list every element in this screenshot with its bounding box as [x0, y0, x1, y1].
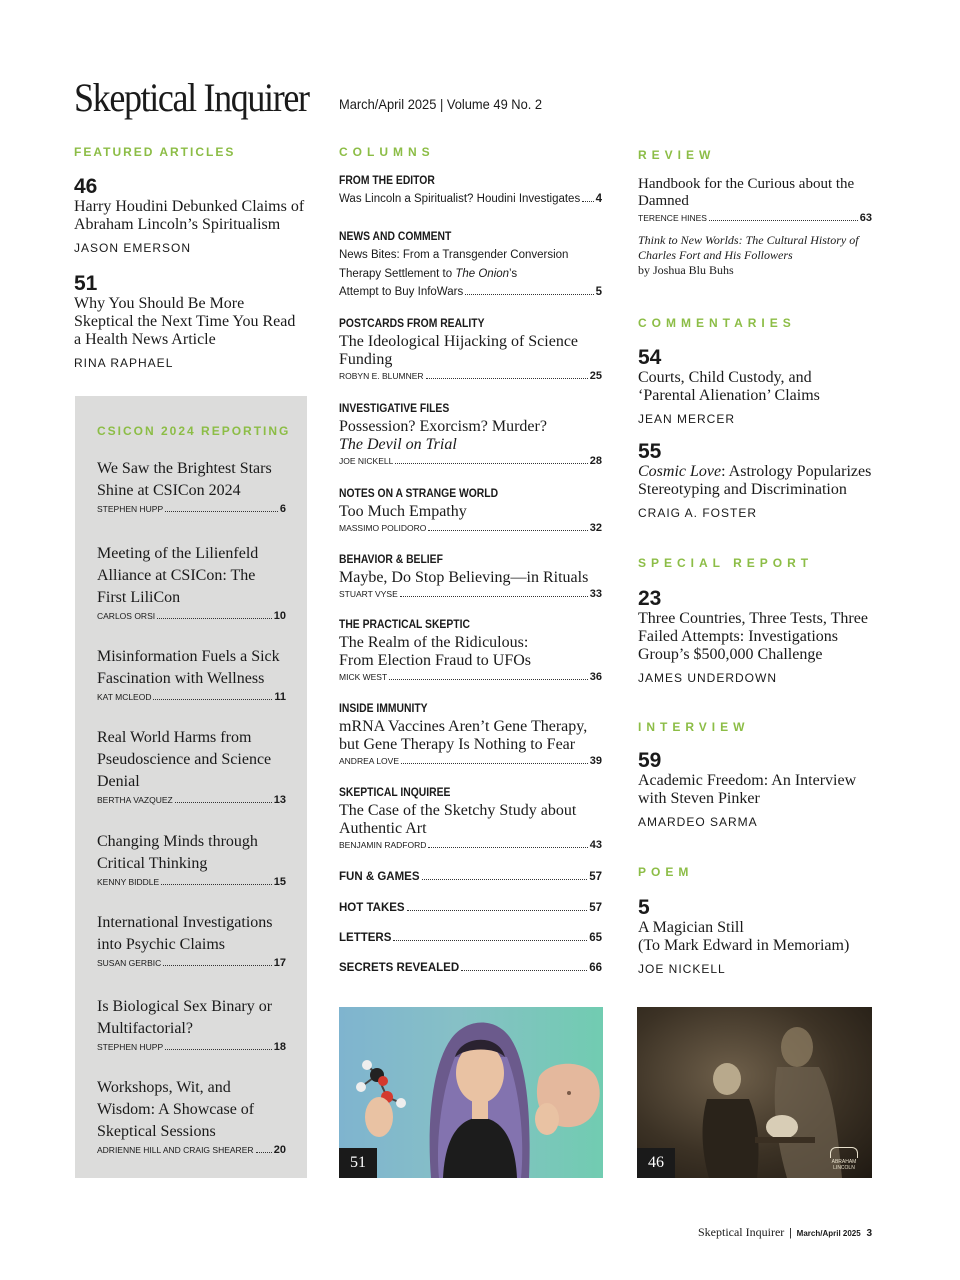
column-title: The Realm of the Ridiculous: From Election Fraud to UFOs: [339, 634, 531, 669]
column-name: SECRETS REVEALED: [339, 962, 460, 974]
column-title-italic: The Devil on Trial: [339, 436, 457, 453]
column-page: 28: [589, 455, 602, 467]
article-author: CRAIG A. FOSTER: [638, 506, 758, 520]
column-page: 66: [589, 962, 602, 974]
interview-article[interactable]: [638, 750, 872, 829]
column-description: Was Lincoln a Spiritualist? Houdini Investigates: [339, 193, 581, 205]
special-report-article[interactable]: [638, 588, 874, 685]
column-name: HOT TAKES: [339, 902, 405, 914]
article-page-number: 23: [638, 587, 662, 610]
column-page: 25: [589, 370, 602, 382]
poem-article[interactable]: [638, 897, 872, 976]
book-title: Think to New Worlds: The Cultural History of Charles Fort and His Followers: [638, 233, 859, 262]
list-item[interactable]: [97, 543, 286, 622]
column-name: NEWS AND COMMENT: [339, 231, 452, 243]
column-name: NOTES ON A STRANGE WORLD: [339, 488, 499, 500]
column-entry-news-and-comment[interactable]: [339, 231, 602, 302]
item-author: CARLOS ORSI: [97, 611, 156, 621]
column-page: 65: [589, 932, 602, 944]
review-title: Handbook for the Curious about the Damned: [638, 176, 855, 209]
column-page: 32: [589, 522, 602, 534]
review-heading: REVIEW: [638, 148, 716, 162]
column-title: Possession? Exorcism? Murder?: [339, 418, 547, 435]
column-entry-investigative-files[interactable]: [339, 403, 602, 467]
column-page: 57: [589, 871, 602, 883]
column-description-line: Attempt to Buy InfoWars: [339, 286, 464, 298]
featured-article[interactable]: [74, 176, 306, 255]
csicon-reporting-heading: CSICON 2024 REPORTING: [97, 424, 291, 438]
column-author: ANDREA LOVE: [339, 756, 399, 766]
article-page-number: 55: [638, 440, 662, 463]
column-entry-secrets-revealed[interactable]: [339, 962, 602, 974]
csicon-reporting-sidebar: [75, 396, 307, 1178]
featured-articles-heading: FEATURED ARTICLES: [74, 145, 236, 159]
list-item[interactable]: [97, 727, 286, 806]
column-entry-postcards-from-reality[interactable]: [339, 318, 602, 382]
item-page: 11: [274, 691, 286, 703]
column-title: Too Much Empathy: [339, 503, 467, 520]
item-author: KAT MCLEOD: [97, 692, 152, 702]
item-title: Is Biological Sex Binary or Multifactorial?: [97, 998, 273, 1037]
list-item[interactable]: [97, 831, 286, 888]
article-author: AMARDEO SARMA: [638, 815, 758, 829]
article-page-number: 54: [638, 346, 662, 369]
item-author: STEPHEN HUPP: [97, 1042, 164, 1052]
column-author: MASSIMO POLIDORO: [339, 523, 427, 533]
column-title: mRNA Vaccines Aren’t Gene Therapy, but Gene Therapy Is Nothing to Fear: [339, 718, 588, 753]
issue-info: March/April 2025 | Volume 49 No. 2: [339, 96, 543, 112]
columns-heading: COLUMNS: [339, 145, 435, 159]
item-page: 6: [279, 503, 286, 515]
column-entry-inside-immunity[interactable]: [339, 703, 602, 767]
column-page: 57: [589, 902, 602, 914]
article-title: Cosmic Love: Astrology Popularizes Stereotyping and Discrimination: [638, 463, 872, 498]
item-title: International Investigations into Psychic Claims: [97, 914, 273, 953]
column-entry-behavior-and-belief[interactable]: [339, 554, 602, 600]
article-title-line: (To Mark Edward in Memoriam): [638, 937, 850, 954]
column-description-line: News Bites: From a Transgender Conversion: [339, 249, 569, 261]
column-author: ROBYN E. BLUMNER: [339, 371, 424, 381]
column-name: SKEPTICAL INQUIREE: [339, 787, 451, 799]
item-title: Meeting of the Lilienfeld Alliance at CSICon: The First LiliCon: [97, 545, 259, 606]
item-title: Real World Harms from Pseudoscience and Science Denial: [97, 729, 272, 790]
article-title: Why You Should Be More Skeptical the Next Time You Read a Health News Article: [74, 295, 296, 348]
woman-holding-models-illustration: [339, 1007, 603, 1178]
column-name: POSTCARDS FROM REALITY: [339, 318, 485, 330]
article-author: JAMES UNDERDOWN: [638, 671, 778, 685]
column-title: The Case of the Sketchy Study about Authentic Art: [339, 802, 577, 837]
column-title: Maybe, Do Stop Believing—in Rituals: [339, 569, 589, 586]
column-name: INVESTIGATIVE FILES: [339, 403, 450, 415]
article-46-photo[interactable]: [637, 1007, 872, 1178]
column-name: LETTERS: [339, 932, 392, 944]
article-title: Three Countries, Three Tests, Three Failed Attempts: Investigations Group’s $500,000 Challenge: [638, 610, 868, 663]
item-page: 10: [273, 610, 286, 622]
article-title: Academic Freedom: An Interview with Steven Pinker: [638, 772, 857, 807]
poem-heading: POEM: [638, 865, 694, 879]
article-page-number: 46: [74, 175, 98, 198]
column-entry-letters[interactable]: [339, 932, 602, 944]
commentary-article[interactable]: [638, 347, 872, 426]
review-page: 63: [859, 212, 872, 224]
column-title: The Ideological Hijacking of Science Funding: [339, 333, 579, 368]
list-item[interactable]: [97, 458, 286, 515]
page-number: 3: [866, 1228, 872, 1239]
column-page: 39: [589, 755, 602, 767]
item-title: We Saw the Brightest Stars Shine at CSICon 2024: [97, 460, 272, 499]
commentary-article[interactable]: [638, 441, 872, 520]
item-page: 17: [273, 957, 286, 969]
column-entry-skeptical-inquiree[interactable]: [339, 787, 602, 851]
column-entry-the-practical-skeptic[interactable]: [339, 619, 602, 683]
column-page: 43: [589, 839, 602, 851]
page-badge: 46: [637, 1148, 675, 1178]
featured-article[interactable]: [74, 273, 306, 370]
article-page-number: 5: [638, 896, 650, 919]
article-51-photo[interactable]: [339, 1007, 603, 1178]
special-report-heading: SPECIAL REPORT: [638, 556, 814, 570]
book-author: by Joshua Blu Buhs: [638, 263, 734, 277]
article-author: RINA RAPHAEL: [74, 356, 174, 370]
commentaries-heading: COMMENTARIES: [638, 316, 796, 330]
article-author: JOE NICKELL: [638, 962, 726, 976]
footer-separator: |: [789, 1227, 792, 1239]
column-entry-hot-takes[interactable]: [339, 902, 602, 914]
column-author: JOE NICKELL: [339, 456, 394, 466]
list-item[interactable]: [97, 646, 286, 703]
item-page: 15: [273, 876, 286, 888]
column-entry-from-the-editor[interactable]: [339, 175, 602, 209]
item-author: BERTHA VAZQUEZ: [97, 795, 173, 805]
item-page: 18: [273, 1041, 286, 1053]
list-item[interactable]: [97, 912, 286, 969]
interview-heading: INTERVIEW: [638, 720, 750, 734]
column-name: FROM THE EDITOR: [339, 175, 435, 187]
article-title-line: A Magician Still: [638, 919, 744, 936]
item-author: ADRIENNE HILL AND CRAIG SHEARER: [97, 1145, 254, 1155]
column-name: THE PRACTICAL SKEPTIC: [339, 619, 470, 631]
column-author: STUART VYSE: [339, 589, 398, 599]
review-author: TERENCE HINES: [638, 213, 707, 223]
page-badge: 51: [339, 1148, 377, 1178]
review-entry[interactable]: [638, 176, 872, 278]
page-footer: [698, 1225, 872, 1240]
item-page: 13: [273, 794, 286, 806]
list-item[interactable]: [97, 996, 286, 1053]
article-page-number: 59: [638, 749, 662, 772]
column-name: INSIDE IMMUNITY: [339, 703, 428, 715]
column-author: MICK WEST: [339, 672, 388, 682]
column-description-line: Therapy Settlement to The Onion’s: [339, 267, 518, 280]
list-item[interactable]: [97, 1077, 286, 1156]
column-page: 4: [595, 193, 602, 205]
item-title: Changing Minds through Critical Thinking: [97, 833, 258, 872]
column-name: BEHAVIOR & BELIEF: [339, 554, 443, 566]
footer-magazine-title: Skeptical Inquirer: [697, 1225, 785, 1239]
item-title: Workshops, Wit, and Wisdom: A Showcase of Skeptical Sessions: [97, 1079, 255, 1140]
article-author: JASON EMERSON: [74, 241, 192, 255]
item-author: STEPHEN HUPP: [97, 504, 164, 514]
column-author: BENJAMIN RADFORD: [339, 840, 427, 850]
column-page: 33: [589, 588, 602, 600]
column-entry-fun-and-games[interactable]: [339, 871, 602, 883]
magazine-title: Skeptical Inquirer: [74, 75, 309, 120]
footer-issue: March/April 2025: [796, 1229, 861, 1238]
column-page: 5: [595, 286, 602, 298]
abraham-lincoln-logo: ABRAHAM LINCOLN: [822, 1147, 866, 1171]
column-page: 36: [589, 671, 602, 683]
item-page: 20: [273, 1144, 286, 1156]
column-name: FUN & GAMES: [339, 871, 420, 883]
article-title: Courts, Child Custody, and ‘Parental Alienation’ Claims: [638, 369, 820, 404]
article-title: Harry Houdini Debunked Claims of Abraham Lincoln’s Spiritualism: [74, 198, 305, 233]
item-author: KENNY BIDDLE: [97, 877, 160, 887]
item-title: Misinformation Fuels a Sick Fascination with Wellness: [97, 648, 280, 687]
article-author: JEAN MERCER: [638, 412, 736, 426]
article-page-number: 51: [74, 272, 98, 295]
column-entry-notes-on-a-strange-world[interactable]: [339, 488, 602, 534]
item-author: SUSAN GERBIC: [97, 958, 162, 968]
